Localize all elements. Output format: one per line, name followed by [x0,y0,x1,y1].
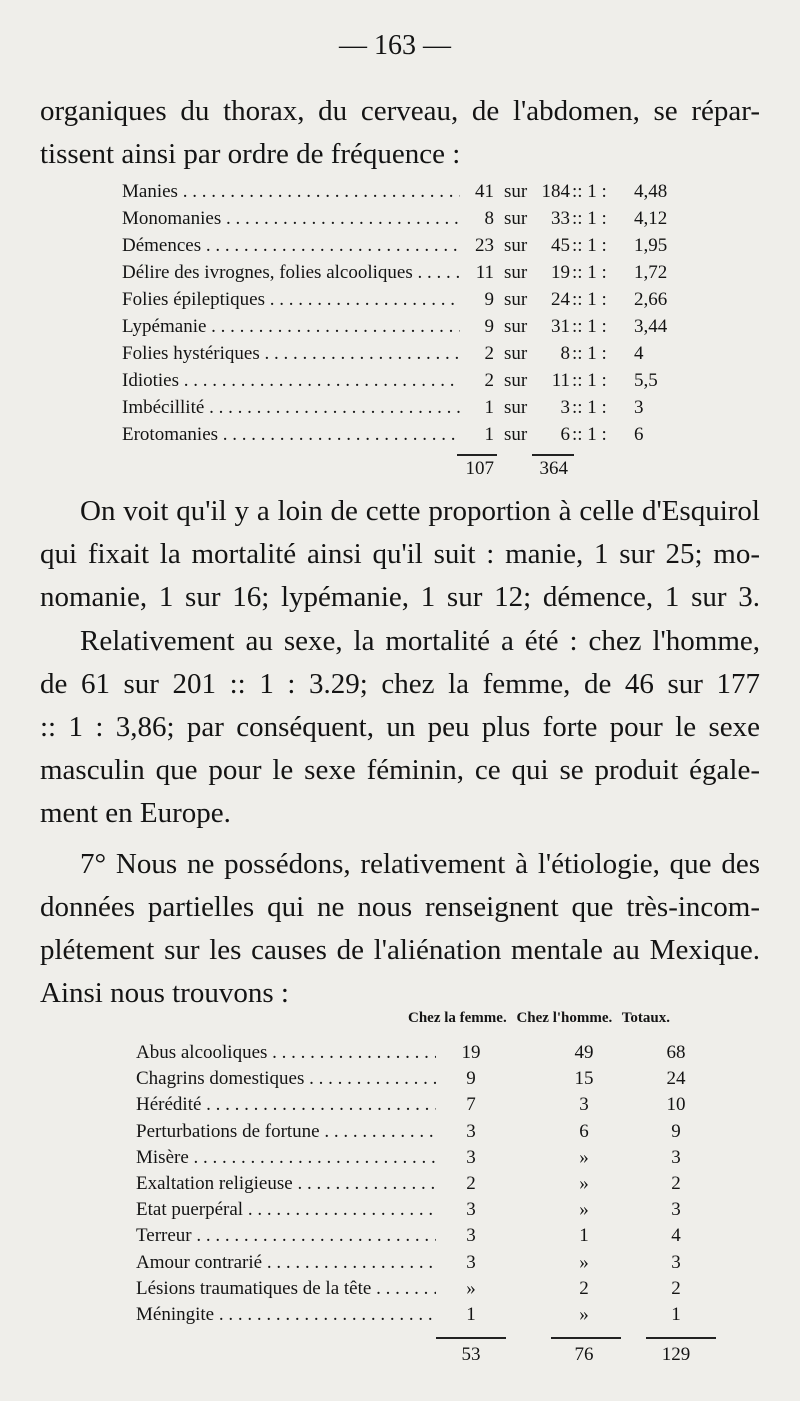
cause-label: Hérédité . . . [136,1092,436,1118]
table-row [136,1092,736,1118]
count-femme: 1 [466,1303,476,1325]
count-homme: 49 [574,1042,594,1063]
text-line: :: 1 : 3,86; par conséquent, un peu plus forte pour le sexe [40,711,760,743]
text-line: masculin que pour le sexe féminin, ce qui se produit égale- [40,754,760,786]
sum-rule [646,1337,716,1339]
count-femme: 3 [466,1251,476,1273]
table-row [136,1119,736,1145]
table-row [136,1145,736,1171]
cause-label: Abus alcooliques . . . [136,1040,436,1066]
patients-count: 6 [560,424,570,445]
diagnosis-label: Manies . . . [122,178,467,205]
deaths-count: 1 [460,394,494,421]
ratio-value: 3 [634,397,644,418]
sum-rule [436,1337,506,1339]
table-row [136,1276,736,1302]
diagnosis-label: Imbécillité . . . [122,394,467,421]
total-deaths: 107 [465,458,494,479]
sur-word: sur [504,181,528,202]
count-total: 3 [671,1251,681,1273]
count-homme: » [579,1303,589,1325]
patients-count: 24 [551,289,570,310]
text-line: On voit qu'il y a loin de cette proportion à celle d'Esquirol [80,495,760,527]
text-line: plétement sur les causes de l'aliénation mentale au Mexique. [40,934,760,966]
sur-word: sur [504,397,528,418]
table-row [136,1223,736,1249]
text-line: tissent ainsi par ordre de fréquence : [40,138,461,170]
ratio-value: 4 [634,343,644,364]
cause-label: Perturbations de fortune . . . [136,1119,436,1145]
count-total: 9 [671,1120,681,1142]
total-patients: 364 [539,458,568,479]
diagnosis-label: Folies hystériques . . . [122,340,467,367]
ratio-value: 5,5 [634,370,658,391]
table-row [122,286,682,313]
sur-word: sur [504,289,528,310]
count-femme: 7 [466,1094,476,1116]
count-homme: 6 [579,1120,589,1142]
count-femme: 3 [466,1225,476,1247]
diagnosis-label: Lypémanie . . . [122,313,467,340]
deaths-count: 8 [460,205,494,232]
ratio-value: 3,44 [634,316,668,337]
count-femme: 3 [466,1146,476,1168]
patients-count: 184 [541,181,570,202]
header-totaux: Totaux. [621,1010,670,1026]
patients-count: 11 [551,370,570,391]
deaths-count: 23 [460,232,494,259]
ratio-prefix: :: 1 : [572,289,607,310]
deaths-count: 11 [460,259,494,286]
ratio-prefix: :: 1 : [572,262,607,283]
text-line: données partielles qui ne nous renseignent que très-incom- [40,891,760,923]
table-row [136,1171,736,1197]
table-row [136,1040,736,1066]
table-row [136,1066,736,1092]
paragraph-etiologie [40,843,760,1015]
patients-count: 8 [560,343,570,364]
count-femme: 19 [461,1042,481,1063]
deaths-count: 9 [460,286,494,313]
header-femme: Chez la femme. [408,1010,507,1026]
count-homme: » [579,1251,589,1273]
paragraph-intro [40,90,760,176]
ratio-value: 1,72 [634,262,668,283]
table-header [408,1010,676,1027]
patients-count: 33 [551,208,570,229]
patients-count: 3 [560,397,570,418]
diagnosis-label: Idioties . . . [122,367,467,394]
ratio-value: 6 [634,424,644,445]
deaths-count: 41 [460,178,494,205]
deaths-count: 2 [460,340,494,367]
patients-count: 19 [551,262,570,283]
count-total: 1 [671,1303,681,1325]
count-homme: » [579,1172,589,1194]
text-line: qui fixait la mortalité ainsi qu'il suit : manie, 1 sur 25; mo- [40,538,760,570]
patients-count: 45 [551,235,570,256]
text-line: Relativement au sexe, la mortalité a été : chez l'homme, [80,625,760,657]
count-femme: » [466,1277,476,1299]
sum-rule [551,1337,621,1339]
cause-label: Amour contrarié . . . [136,1250,436,1276]
count-total: 3 [671,1199,681,1221]
header-homme: Chez l'homme. [516,1010,613,1026]
sum-rule [532,454,574,456]
sur-word: sur [504,262,528,283]
cause-label: Etat puerpéral . . . [136,1197,436,1223]
cause-label: Chagrins domestiques . . . [136,1066,436,1092]
count-total: 10 [666,1094,686,1116]
total-femme: 53 [461,1344,481,1365]
paragraph-esquirol [40,490,760,619]
count-femme: 9 [466,1068,476,1090]
cause-label: Méningite . . . [136,1302,436,1328]
page-number: — 163 — [339,30,451,61]
ratio-value: 4,48 [634,181,668,202]
text-line: de 61 sur 201 :: 1 : 3.29; chez la femme, de 46 sur 177 [40,668,760,700]
ratio-prefix: :: 1 : [572,208,607,229]
count-homme: 2 [579,1277,589,1299]
diagnosis-label: Démences . . . [122,232,467,259]
table-row [122,340,682,367]
deaths-count: 9 [460,313,494,340]
ratio-prefix: :: 1 : [572,181,607,202]
table-row [122,205,682,232]
ratio-prefix: :: 1 : [572,424,607,445]
count-homme: 3 [579,1094,589,1116]
deaths-count: 2 [460,367,494,394]
count-homme: » [579,1146,589,1168]
sum-rule [457,454,497,456]
sur-word: sur [504,235,528,256]
table-row [122,313,682,340]
total-homme: 76 [574,1344,594,1365]
diagnosis-label: Délire des ivrognes, folies alcooliques . . . [122,259,467,286]
paragraph-sexe [40,620,760,835]
count-total: 2 [671,1277,681,1299]
mortality-table [122,178,682,479]
ratio-value: 4,12 [634,208,668,229]
sur-word: sur [504,370,528,391]
ratio-prefix: :: 1 : [572,235,607,256]
count-femme: 2 [466,1172,476,1194]
diagnosis-label: Erotomanies . . . [122,421,467,448]
count-femme: 3 [466,1120,476,1142]
diagnosis-label: Folies épileptiques . . . [122,286,467,313]
count-homme: 1 [579,1225,589,1247]
total-totaux: 129 [661,1344,691,1365]
table-row [122,232,682,259]
ratio-prefix: :: 1 : [572,343,607,364]
table-row [122,394,682,421]
table-row [136,1197,736,1223]
cause-label: Misère . . . [136,1145,436,1171]
cause-label: Terreur . . . [136,1223,436,1249]
sur-word: sur [504,343,528,364]
patients-count: 31 [551,316,570,337]
text-line: ment en Europe. [40,797,231,829]
sur-word: sur [504,316,528,337]
deaths-count: 1 [460,421,494,448]
count-homme: » [579,1199,589,1221]
diagnosis-label: Monomanies . . . [122,205,467,232]
ratio-prefix: :: 1 : [572,370,607,391]
ratio-value: 1,95 [634,235,668,256]
count-total: 4 [671,1225,681,1247]
sur-word: sur [504,208,528,229]
sur-word: sur [504,424,528,445]
table-row [122,421,682,448]
text-line: 7° Nous ne possédons, relativement à l'étiologie, que des [80,848,760,880]
table-row [122,178,682,205]
table-row [136,1302,736,1328]
table-row [136,1250,736,1276]
count-homme: 15 [574,1068,594,1090]
cause-label: Lésions traumatiques de la tête . . . [136,1276,436,1302]
table-row [122,259,682,286]
table-row [122,367,682,394]
ratio-prefix: :: 1 : [572,316,607,337]
count-total: 68 [666,1042,686,1063]
count-femme: 3 [466,1199,476,1221]
ratio-value: 2,66 [634,289,668,310]
text-line: organiques du thorax, du cerveau, de l'abdomen, se répar- [40,95,760,127]
cause-label: Exaltation religieuse . . . [136,1171,436,1197]
count-total: 24 [666,1068,686,1090]
text-line: nomanie, 1 sur 16; lypémanie, 1 sur 12; démence, 1 sur 3. [40,581,760,613]
count-total: 3 [671,1146,681,1168]
count-total: 2 [671,1172,681,1194]
text-line: Ainsi nous trouvons : [40,977,289,1009]
ratio-prefix: :: 1 : [572,397,607,418]
